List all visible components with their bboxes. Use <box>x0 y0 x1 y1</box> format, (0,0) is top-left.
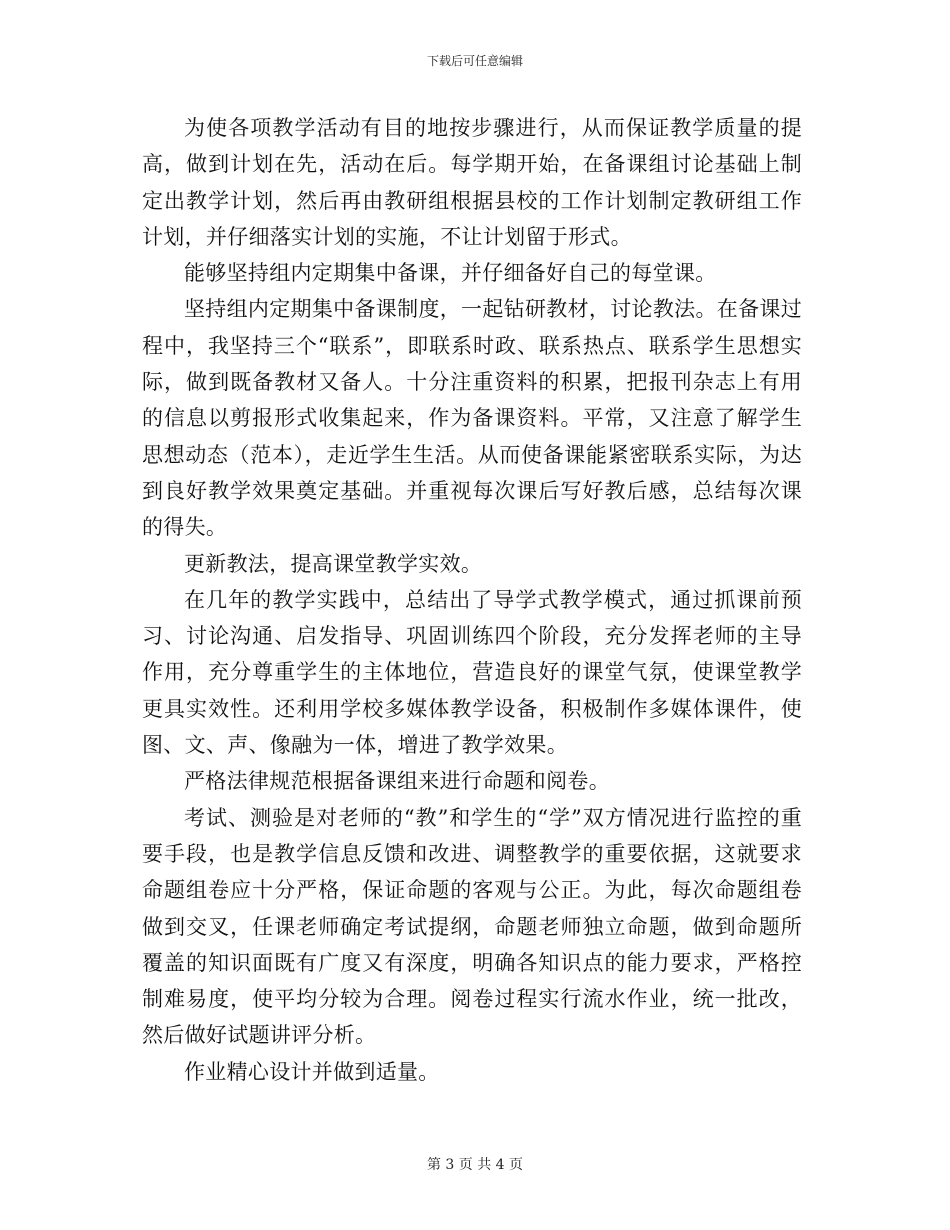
paragraph: 在几年的教学实践中，总结出了导学式教学模式，通过抓课前预习、讨论沟通、启发指导、巩固训练四个阶段，充分发挥老师的主导作用，充分尊重学生的主体地位，营造良好的课堂气氛，使课堂教学更具实效性。还利用学校多媒体教学设备，积极制作多媒体课件，使图、文、声、像融为一体，增进了教学效果。 <box>142 587 802 758</box>
paragraph: 坚持组内定期集中备课制度，一起钻研教材，讨论教法。在备课过程中，我坚持三个“联系”，即联系时政、联系热点、联系学生思想实际，做到既备教材又备人。十分注重资料的积累，把报刊杂志上有用的信息以剪报形式收集起来，作为备课资料。平常，又注意了解学生思想动态（范本），走近学生生活。从而使备课能紧密联系实际，为达到良好教学效果奠定基础。并重视每次课后写好教后感，总结每次课的得失。 <box>142 297 802 540</box>
page-header-note: 下载后可任意编辑 <box>426 54 523 68</box>
page-number: 第 3 页 共 4 页 <box>426 1157 524 1173</box>
document-body <box>142 110 802 1090</box>
paragraph: 能够坚持组内定期集中备课，并仔细备好自己的每堂课。 <box>184 261 717 286</box>
paragraph: 严格法律规范根据备课组来进行命题和阅卷。 <box>184 769 610 794</box>
paragraph: 考试、测验是对老师的“教”和学生的“学”双方情况进行监控的重要手段，也是教学信息反馈和改进、调整教学的重要依据，这就要求命题组卷应十分严格，保证命题的客观与公正。为此，每次命题组卷做到交叉，任课老师确定考试提纲，命题老师独立命题，做到命题所覆盖的知识面既有广度又有深度，明确各知识点的能力要求，严格控制难易度，使平均分较为合理。阅卷过程实行流水作业，统一批改，然后做好试题讲评分析。 <box>142 805 802 1048</box>
paragraph: 更新教法，提高课堂教学实效。 <box>184 551 483 576</box>
paragraph: 作业精心设计并做到适量。 <box>184 1059 440 1084</box>
paragraph: 为使各项教学活动有目的地按步骤进行，从而保证教学质量的提高，做到计划在先，活动在后。每学期开始，在备课组讨论基础上制定出教学计划，然后再由教研组根据县校的工作计划制定教研组工作计划，并仔细落实计划的实施，不让计划留于形式。 <box>142 116 802 249</box>
